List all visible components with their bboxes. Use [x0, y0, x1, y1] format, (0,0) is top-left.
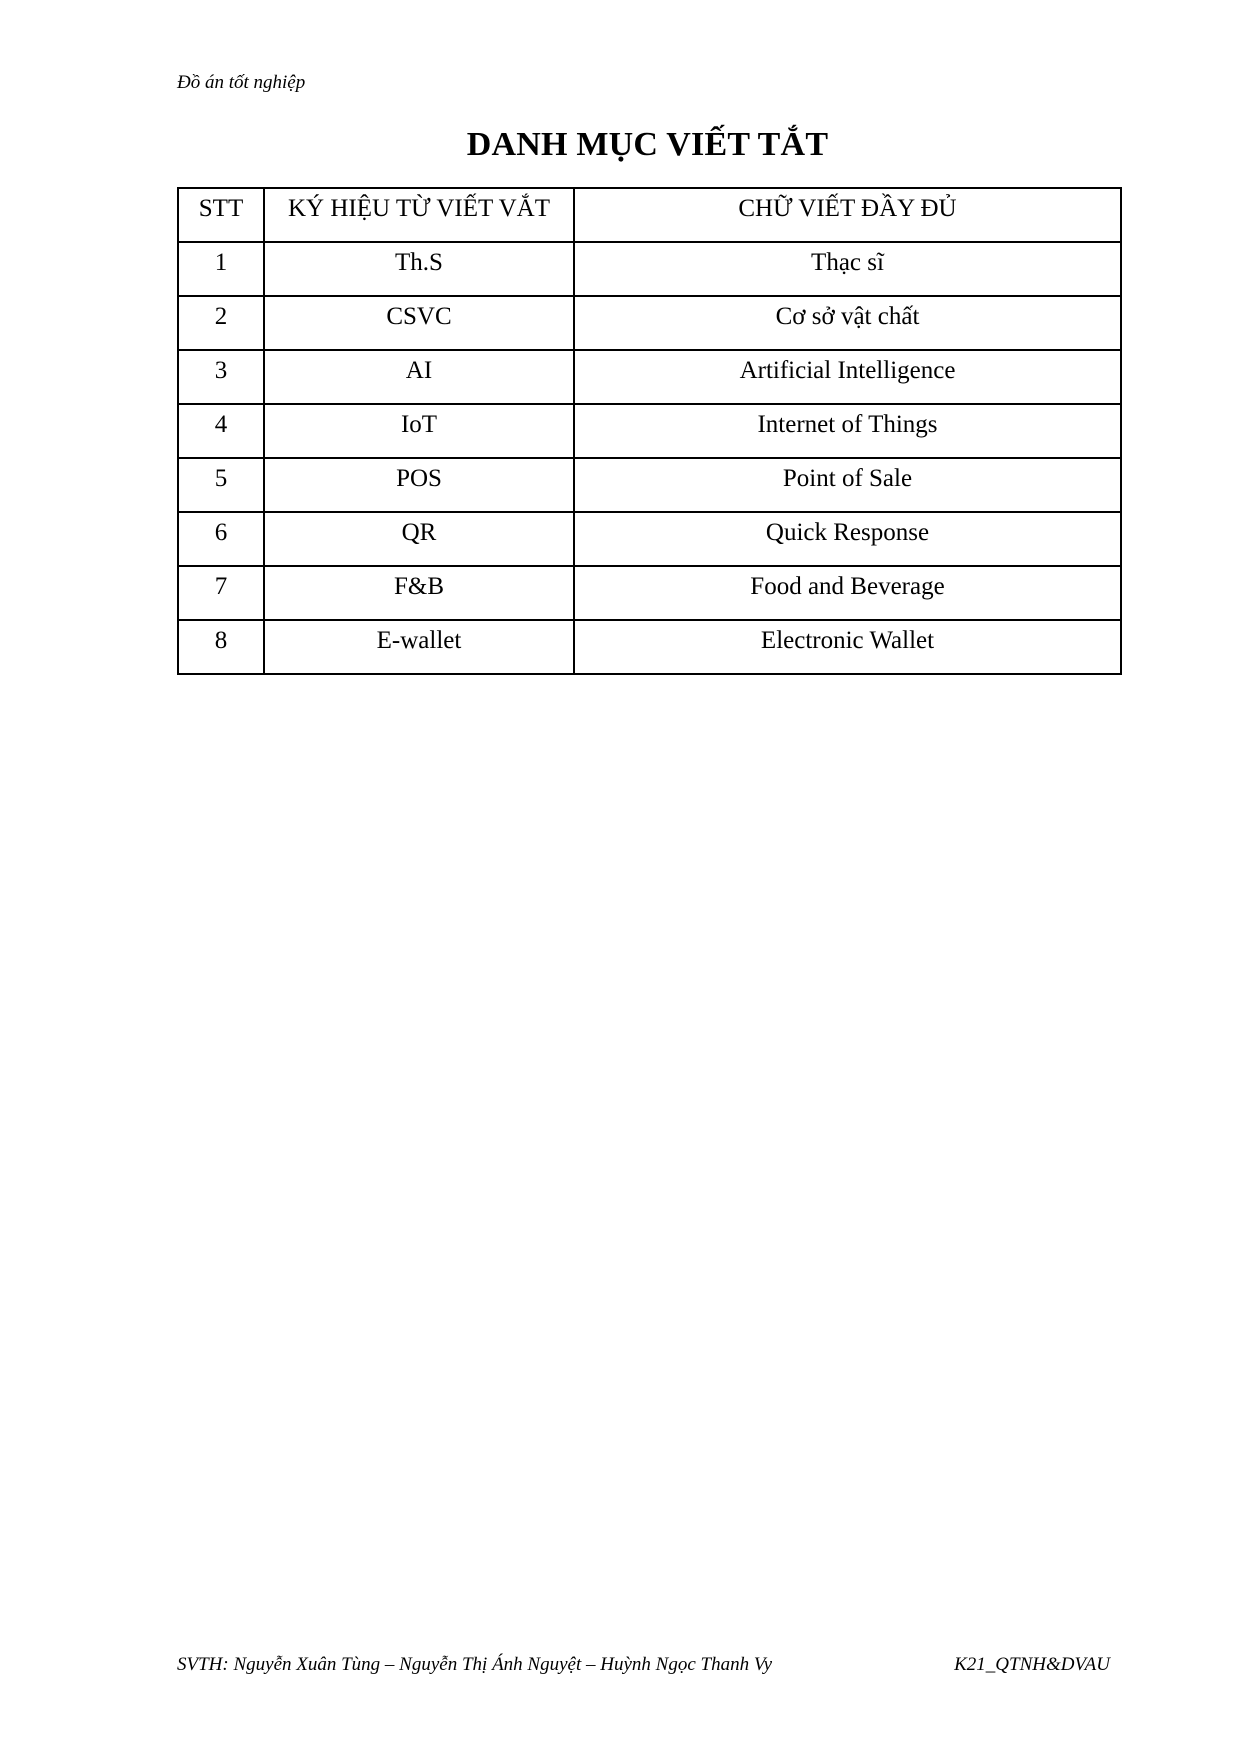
cell-abbreviation: E-wallet — [264, 620, 574, 674]
page-title: DANH MỤC VIẾT TẮT — [466, 126, 829, 163]
cell-stt: 8 — [178, 620, 264, 674]
table-row — [178, 404, 1121, 458]
cell-stt: 7 — [178, 566, 264, 620]
cell-abbreviation: POS — [264, 458, 574, 512]
table-row — [178, 350, 1121, 404]
table-header-row — [178, 188, 1121, 242]
cell-abbreviation: AI — [264, 350, 574, 404]
table-row — [178, 566, 1121, 620]
cell-full-form: Quick Response — [574, 512, 1121, 566]
cell-abbreviation: F&B — [264, 566, 574, 620]
cell-stt: 4 — [178, 404, 264, 458]
cell-full-form: Food and Beverage — [574, 566, 1121, 620]
cell-stt: 5 — [178, 458, 264, 512]
abbreviation-table — [177, 187, 1122, 675]
table-row — [178, 458, 1121, 512]
column-header-stt: STT — [178, 188, 264, 242]
table-row — [178, 296, 1121, 350]
column-header-full-form: CHỮ VIẾT ĐẦY ĐỦ — [574, 188, 1121, 242]
table-row — [178, 620, 1121, 674]
table-row — [178, 512, 1121, 566]
cell-full-form: Electronic Wallet — [574, 620, 1121, 674]
page-header: Đồ án tốt nghiệp — [177, 72, 306, 93]
cell-full-form: Artificial Intelligence — [574, 350, 1121, 404]
cell-stt: 2 — [178, 296, 264, 350]
cell-stt: 1 — [178, 242, 264, 296]
table-row — [178, 242, 1121, 296]
cell-abbreviation: QR — [264, 512, 574, 566]
cell-abbreviation: Th.S — [264, 242, 574, 296]
cell-abbreviation: CSVC — [264, 296, 574, 350]
cell-full-form: Point of Sale — [574, 458, 1121, 512]
cell-full-form: Thạc sĩ — [574, 242, 1121, 296]
cell-stt: 3 — [178, 350, 264, 404]
column-header-abbreviation: KÝ HIỆU TỪ VIẾT VẮT — [264, 188, 574, 242]
footer-authors: SVTH: Nguyễn Xuân Tùng – Nguyễn Thị Ánh Nguyệt – Huỳnh Ngọc Thanh Vy — [177, 1654, 773, 1675]
cell-abbreviation: IoT — [264, 404, 574, 458]
cell-full-form: Internet of Things — [574, 404, 1121, 458]
cell-stt: 6 — [178, 512, 264, 566]
footer-class-code: K21_QTNH&DVAU — [954, 1654, 1110, 1675]
cell-full-form: Cơ sở vật chất — [574, 296, 1121, 350]
